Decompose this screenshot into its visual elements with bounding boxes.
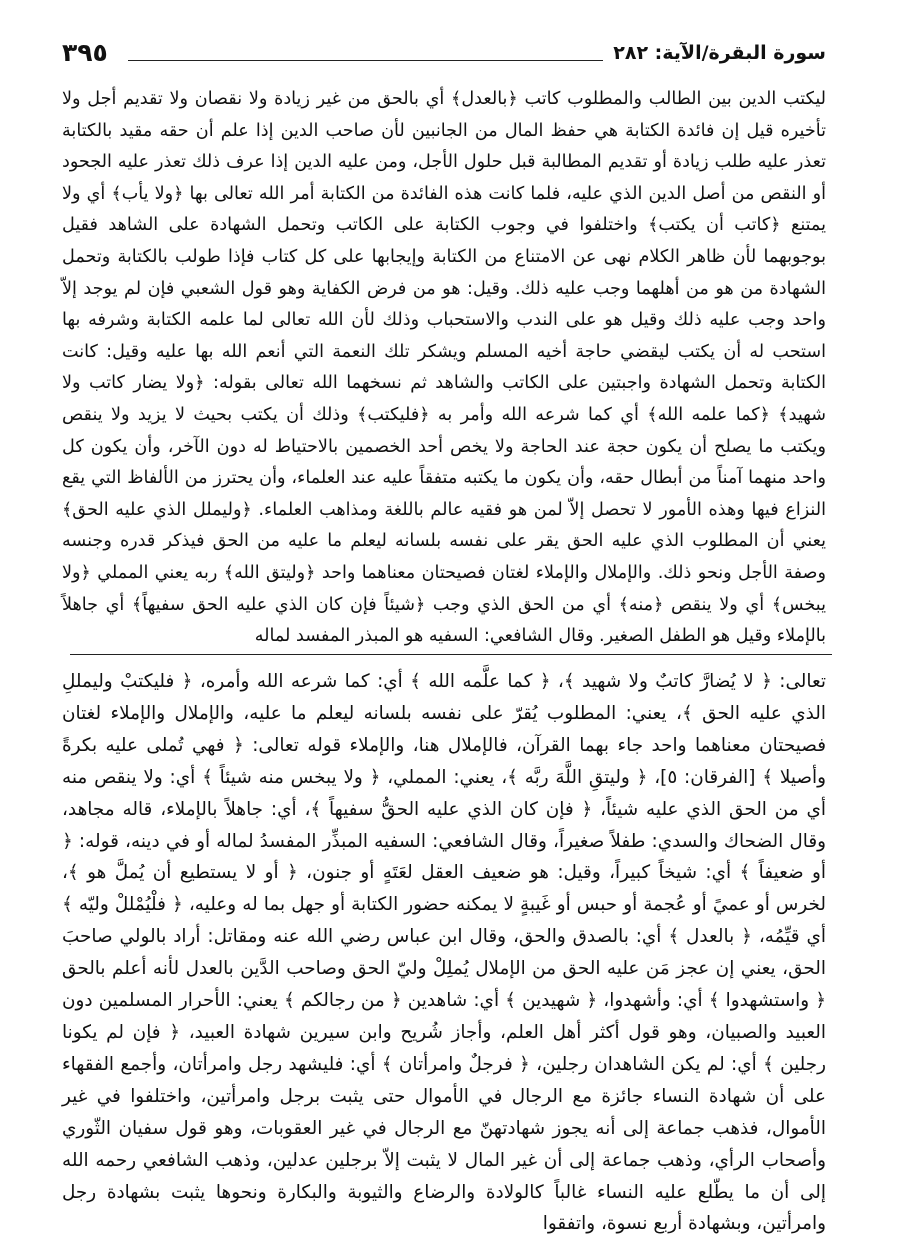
footnote-text: تعالى: ﴿ لا يُضارَّ كاتبٌ ولا شهيد ﴾، ﴿ كما علَّمه الله ﴾ أي: كما شرعه الله وأمره، ﴿ فليكتبْ وليمللِ الذي عليه الحق ﴾، يعني: المطلوب يُقرّ على نفسه بلسانه ليعلم ما عليه، والإملال والإملاء لغتان فصيحتان معناهما واحد جاء بهما القرآن، فالإملال هنا، والإملاء قوله تعالى: ﴿ فهي تُملى عليه بكرةً وأصيلا ﴾ [الفرقان: ٥]، ﴿ وليتقِ اللَّهَ ربَّه ﴾، يعني: المملي، ﴿ ولا يبخس منه شيئاً ﴾ أي: ولا ينقص منه أي من الحق الذي عليه شيئاً، ﴿ فإن كان الذي عليه الحقُّ سفيهاً ﴾، أي: جاهلاً بالإملاء، قاله مجاهد، وقال الضحاك والسدي: طفلاً صغيراً، وقال الشافعي: السفيه المبذِّر المفسدُ لماله أو في دينه، قوله: ﴿ أو ضعيفاً ﴾ أي: شيخاً كبيراً، وقيل: هو ضعيف العقل لعَتَهٍ أو جنون، ﴿ أو لا يستطيع أن يُملَّ هو ﴾، لخرس أو عميً أو عُجمة أو حبس أو غَيبةٍ لا يمكنه حضور الكتابة أو جهل بما له وعليه، ﴿ فلْيُمْللْ وليّه ﴾ أي قيِّمُه، ﴿ بالعدل ﴾ أي: بالصدق والحق، وقال ابن عباس رضي الله عنه ومقاتل: أراد بالولي صاحبَ الحق، يعني إن عجز مَن عليه الحق من الإملال يُملِلْ وليّ الحق وصاحب الدَّين بالعدل لأنه أعلم بالحق ﴿ واستشهدوا ﴾ أي: وأشهدوا، ﴿ شهيدين ﴾ أي: شاهدين ﴿ من رجالكم ﴾ يعني: الأحرار المسلمين دون العبيد والصبيان، وهو قول أكثر أهل العلم، وأجاز شُريح وابن سيرين شهادة العبيد، ﴿ فإن لم يكونا رجلين ﴾ أي: لم يكن الشاهدان رجلين، ﴿ فرجلٌ وامرأتان ﴾ أي: فليشهد رجل وامرأتان، وأجمع الفقهاء على أن شهادة النساء جائزة مع الرجال في الأموال حتى يثبت برجل وامرأتين، واختلفوا في غير الأموال، فذهب جماعة إلى أنه يجوز شهادتهنّ مع الرجال في غير العقوبات، وهو قول سفيان الثّوري وأصحاب الرأي، وذهب جماعة إلى أن غير المال لا يثبت إلاّ برجلين عدلين، وذهب الشافعي رحمه الله إلى أن ما يطّلع عليه النساء غالباً كالولادة والرضاع والثيوبة والبكارة ونحوها يثبت بشهادة رجل وامرأتين، وبشهادة أربع نسوة، واتفقوا — [62, 671, 826, 1235]
surah-verse-label: سورة البقرة/الآية: ٢٨٢ — [613, 42, 826, 64]
commentary-text: ليكتب الدين بين الطالب والمطلوب كاتب ﴿بالعدل﴾ أي بالحق من غير زيادة ولا نقصان ولا تقديم أجل ولا تأخيره قيل إن فائدة الكتابة هي حفظ المال من الجانبين لأن صاحب الدين إذا علم أن حقه مقيد بالكتابة تعذر عليه طلب زيادة أو تقديم المطالبة قبل حلول الأجل، ومن عليه الدين إذا عرف ذلك تعذر عليه الجحود أو النقص من أصل الدين الذي عليه، فلما كانت هذه الفائدة من الكتابة أمر الله تعالى بها ﴿ولا يأب﴾ أي ولا يمتنع ﴿كاتب أن يكتب﴾ واختلفوا في وجوب الكتابة على الكاتب وتحمل الشهادة على الشاهد فقيل بوجوبهما لأن ظاهر الكلام نهى عن الامتناع من الكتابة وإيجابها على كل كتاب فإذا طولب بالكتابة وتحمل الشهادة من هو من أهلهما وجب عليه ذلك. وقيل: هو من فرض الكفاية وهو قول الشعبي فإن لم يوجد إلاّ واحد وجب عليه ذلك وقيل هو على الندب والاستحباب وذلك لأن الله تعالى لما علمه الكتابة وشرفه بها استحب له أن يكتب ليقضي حاجة أخيه المسلم ويشكر تلك النعمة التي أنعم الله بها عليه وقيل: كانت الكتابة وتحمل الشهادة واجبتين على الكاتب والشاهد ثم نسخهما الله تعالى بقوله: ﴿ولا يضار كاتب ولا شهيد﴾ ﴿كما علمه الله﴾ أي كما شرعه الله وأمر به ﴿فليكتب﴾ وذلك أن يكتب بحيث لا يزيد ولا ينقص ويكتب ما يصلح أن يكون حجة عند الحاجة ولا يخص أحد الخصمين بالاحتياط له دون الآخر، وأن يكون كل واحد منهما آمناً من أبطال حقه، وأن يكون ما يكتبه متفقاً عليه عند العلماء، وأن يحترز من الألفاظ التي يقع النزاع فيها وهذه الأمور لا تحصل إلاّ لمن هو فقيه عالم باللغة ومذاهب العلماء. ﴿وليملل الذي عليه الحق﴾ يعني أن المطلوب الذي عليه الحق يقر على نفسه بلسانه ليعلم ما عليه من الحق فيذكر قدره وجنسه وصفة الأجل ونحو ذلك. والإملال والإملاء لغتان فصيحتان معناهما واحد ﴿وليتق الله﴾ ربه يعني المملي ﴿ولا يبخس﴾ أي ولا ينقص ﴿منه﴾ أي من الحق الذي وجب ﴿شيئاً فإن كان الذي عليه الحق سفيهاً﴾ أي جاهلاً بالإملاء وقيل هو الطفل الصغير. وقال الشافعي: السفيه هو المبذر المفسد لماله — [62, 89, 826, 647]
page-number: ٣٩٥ — [62, 38, 108, 67]
footnote-divider — [70, 654, 832, 655]
page-header — [62, 34, 826, 68]
header-rule — [128, 60, 603, 61]
